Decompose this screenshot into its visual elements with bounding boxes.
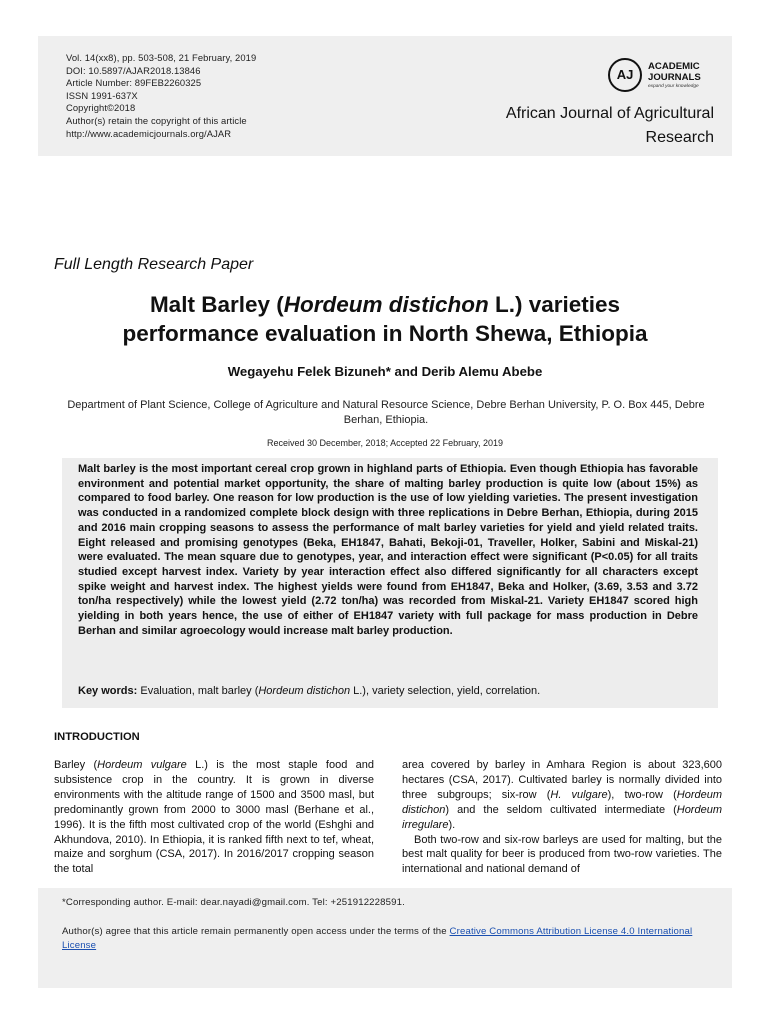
meta-volume: Vol. 14(xx8), pp. 503-508, 21 February, 2019 xyxy=(66,52,257,63)
intro-right-species-1: H. vulgare xyxy=(550,788,608,801)
intro-right-text-a: area covered by barley in Amhara Region is about 323,600 hectares (CSA, 2017). Cultivated barley is normally divided into three subgroups; six-row ( xyxy=(402,759,722,801)
title-part1: Malt Barley ( xyxy=(149,292,284,317)
intro-left-text-a: Barley ( xyxy=(54,759,98,771)
license-text: Author(s) agree that this article remain permanently open access under the terms of the xyxy=(62,926,450,937)
logo-line-journals: JOURNALS xyxy=(648,71,701,83)
meta-article-number: Article Number: 89FEB2260325 xyxy=(66,77,202,89)
meta-issn: ISSN 1991-637X xyxy=(66,89,138,101)
affiliation: Department of Plant Science, College of Agriculture and Natural Resource Science, Debre Berhan University, P. O. Box 445, Debre Berhan, Ethiopia. xyxy=(67,399,705,426)
logo-tagline: expand your knowledge xyxy=(648,84,699,89)
aj-logo-icon: AJ xyxy=(608,58,642,92)
license-statement xyxy=(62,925,726,953)
meta-rights: Author(s) retain the copyright of this article xyxy=(66,114,247,126)
intro-right-species-2: Hordeum distichon xyxy=(402,788,723,816)
title-species: Hordeum distichon xyxy=(283,292,489,317)
meta-copyright: Copyright©2018 xyxy=(66,102,136,114)
authors: Wegayehu Felek Bizuneh* and Derib Alemu Abebe xyxy=(227,364,543,379)
intro-paragraph xyxy=(54,758,374,877)
keywords xyxy=(78,685,708,697)
title-line2: performance evaluation in North Shewa, Ethiopia xyxy=(122,321,648,346)
intro-paragraph-2: Both two-row and six-row barleys are used for malting, but the best malt quality for beer is produced from two-row varieties. The international and national demand of xyxy=(402,833,722,876)
intro-right-species-3: Hordeum irregulare xyxy=(402,803,722,831)
keywords-label: Key words: xyxy=(78,685,138,697)
logo-line-academic: ACADEMIC xyxy=(648,61,700,72)
paper-type: Full Length Research Paper xyxy=(54,256,254,273)
intro-column-right xyxy=(402,758,722,877)
received-dates: Received 30 December, 2018; Accepted 22 February, 2019 xyxy=(267,438,503,448)
academic-journals-logo xyxy=(608,58,718,92)
article-metadata xyxy=(66,52,256,140)
keywords-before: Evaluation, malt barley ( xyxy=(137,685,259,697)
journal-name xyxy=(506,102,714,150)
intro-left-text-b: L.) is the most staple food and subsistence crop in the country. It is grown in diverse environments with the altitude range of 1500 and 3500 masl, but predominantly grown from 2000 to 3000 masl (Berhane et al., 1996). It is the fifth most cultivated crop of the world (Eshghi and Akhundova, 2010). In Ethiopia, it is ranked fifth next to tef, wheat, maize and sorghum (CSA, 2017). In 2016/2017 cropping season the total xyxy=(54,759,375,876)
title-part2: L.) varieties xyxy=(488,292,621,317)
paper-title xyxy=(40,290,730,348)
intro-paragraph xyxy=(402,758,722,833)
logo-wordmark xyxy=(648,62,701,83)
intro-left-species: Hordeum vulgare xyxy=(97,759,187,771)
abstract-text: Malt barley is the most important cereal crop grown in highland parts of Ethiopia. Even though Ethiopia has favorable environment and potential market opportunity, the share of malting barley production is quite low (about 15%) as compared to food barley. One reason for low production is the use of low yielding varieties. The present investigation was conducted in a randomized complete block design with three replications in Debre Berhan, Ethiopia, during 2015 and 2016 main cropping seasons to assess the performance of malt barley varieties for yield and yield related traits. Eight released and promising genotypes (Beka, EH1847, Bahati, Bekoji-01, Traveller, Holker, Sabini and Miskal-21) were evaluated. The mean square due to genotypes, year, and interaction effect were significant (P<0.05) for all traits studied except harvest index. Variety by year interaction effect also differed significantly for all characters except spike weight and harvest index. The highest yields were found from EH1847, Beka and Holker, (3.69, 3.53 and 3.72 ton/ha respectively) while the lowest yield (2.72 ton/ha) was recorded from Miskal-21. Variety EH1847 scored high yielding in both years hence, the use of either of EH1847 variety with full package for mass production in Debre Berhan and similar agroecology would increase malt barley production. xyxy=(78,463,698,637)
meta-doi: DOI: 10.5897/AJAR2018.13846 xyxy=(66,64,201,76)
meta-url[interactable]: http://www.academicjournals.org/AJAR xyxy=(66,127,232,139)
intro-right-text-d: ). xyxy=(448,818,456,831)
intro-right-text-b: ), two-row ( xyxy=(607,788,677,801)
keywords-after: L.), variety selection, yield, correlation. xyxy=(350,685,541,697)
license-link[interactable]: Creative Commons Attribution License 4.0 International License xyxy=(62,926,693,951)
keywords-species: Hordeum distichon xyxy=(258,685,351,697)
journal-name-line1: African Journal of Agricultural xyxy=(505,105,714,122)
introduction-heading: INTRODUCTION xyxy=(54,731,140,743)
intro-right-text-c: ) and the seldom cultivated intermediate ( xyxy=(445,803,677,816)
corresponding-author: *Corresponding author. E-mail: dear.nayadi@gmail.com. Tel: +251912228591. xyxy=(62,897,405,908)
journal-name-line2: Research xyxy=(645,129,714,146)
intro-column-left xyxy=(54,758,374,877)
